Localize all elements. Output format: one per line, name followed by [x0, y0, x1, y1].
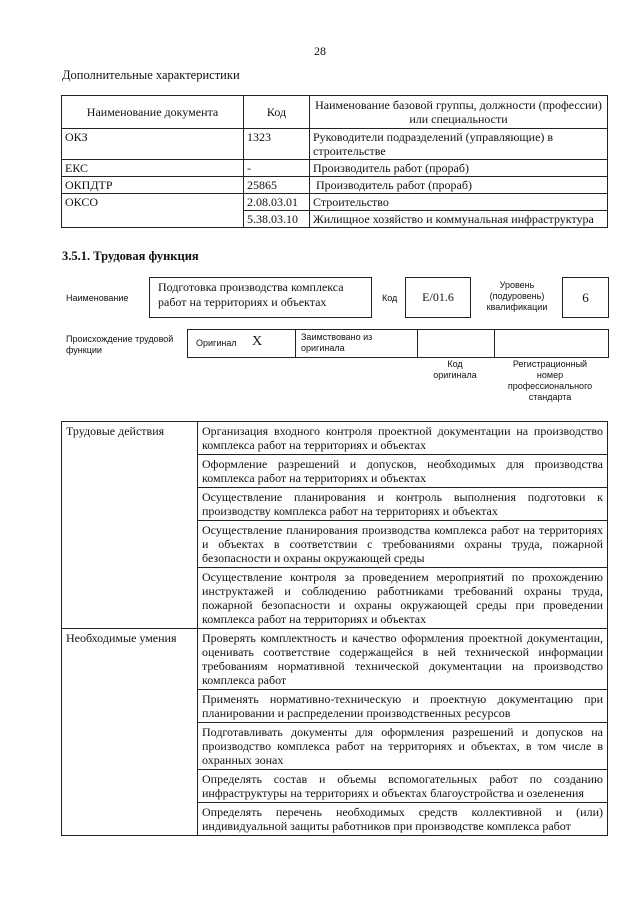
function-name-value: Подготовка производства комплекса работ на территориях и объектах: [158, 280, 344, 309]
table-cell: Строительство: [310, 194, 608, 211]
table-cell: ОКСО: [62, 194, 244, 228]
table-cell: 1323: [244, 129, 310, 160]
table-cell: ОКЗ: [62, 129, 244, 160]
function-code-box: [405, 277, 471, 318]
function-name-box: [149, 277, 372, 318]
header-code: Код: [244, 96, 310, 129]
list-item: Применять нормативно-техническую и проектную документацию при планировании и распределении производственных ресурсов: [198, 690, 608, 723]
table-row: [62, 177, 608, 194]
table-cell: ОКПДТР: [62, 177, 244, 194]
table-cell: ЕКС: [62, 160, 244, 177]
page-number: 28: [314, 44, 326, 58]
code-original-label: Код оригинала: [433, 359, 477, 380]
header-group: Наименование базовой группы, должности (профессии) или специальности: [310, 96, 608, 129]
table-cell: 2.08.03.01: [244, 194, 310, 211]
table-cell: Производитель работ (прораб): [310, 160, 608, 177]
code-label: Код: [382, 293, 398, 303]
table-row: [62, 422, 608, 455]
origin-label: Происхождение трудовой функции: [66, 334, 174, 355]
table-cell: Производитель работ (прораб): [310, 177, 608, 194]
extra-heading: Дополнительные характеристики: [62, 68, 240, 82]
list-item: Подготавливать документы для оформления разрешений и допусков на производство комплекса работ на территориях и объектах, в том числе в охранных зонах: [198, 723, 608, 770]
table-cell: Жилищное хозяйство и коммунальная инфраструктура: [310, 211, 608, 228]
list-item: Организация входного контроля проектной документации на производство комплекса работ на территориях и объектах: [198, 422, 608, 455]
divider: [295, 329, 296, 357]
table-row: [62, 129, 608, 160]
extra-characteristics-table: [61, 95, 608, 228]
list-item: Определять перечень необходимых средств коллективной и (или) индивидуальной защиты работников при производстве комплекса работ: [198, 803, 608, 836]
list-item: Определять состав и объемы вспомогательных работ по созданию инфраструктуры на территориях и объектах благоустройства и озеленения: [198, 770, 608, 803]
reg-number-label: Регистрационный номер профессионального стандарта: [507, 359, 593, 402]
header-document: Наименование документа: [62, 96, 244, 129]
table-cell: Руководители подразделений (управляющие) в строительстве: [310, 129, 608, 160]
list-item: Осуществление контроля за проведением мероприятий по прохождению инструктажей и соблюдению работниками требований охраны труда, пожарной безопасности и охраны окружающей среды при проведении комплекса работ на территориях и объектах: [198, 568, 608, 629]
list-item: Осуществление планирования и контроль выполнения подготовки к производству комплекса работ на территориях и объектах: [198, 488, 608, 521]
table-cell: 5.38.03.10: [244, 211, 310, 228]
level-box: [562, 277, 609, 318]
section-title: 3.5.1. Трудовая функция: [62, 249, 199, 263]
list-item: Оформление разрешений и допусков, необходимых для производства комплекса работ на территориях и объектах: [198, 455, 608, 488]
table-row: [62, 160, 608, 177]
level-label: Уровень (подуровень) квалификации: [486, 280, 548, 312]
divider: [417, 329, 418, 357]
original-mark: X: [252, 334, 263, 349]
labor-function-table: [61, 421, 608, 836]
original-label: Оригинал: [196, 338, 237, 348]
list-item: Осуществление планирования производства комплекса работ на территориях и объектах в соответствии с требованиями охраны труда, пожарной безопасности и охраны окружающей среды: [198, 521, 608, 568]
table-row: [62, 194, 608, 211]
required-skills-label: Необходимые умения: [62, 629, 198, 836]
divider: [494, 329, 495, 357]
table-cell: 25865: [244, 177, 310, 194]
table-cell: -: [244, 160, 310, 177]
level-value: 6: [582, 290, 589, 305]
borrowed-label: Заимствовано из оригинала: [301, 332, 373, 353]
table-row: [62, 629, 608, 690]
labor-actions-label: Трудовые действия: [62, 422, 198, 629]
list-item: Проверять комплектность и качество оформления проектной документации, оценивать соответствие содержащейся в ней технической информации требованиям нормативной технической документации на производство комплекса работ: [198, 629, 608, 690]
function-code-value: E/01.6: [422, 290, 454, 304]
name-label: Наименование: [66, 293, 129, 303]
